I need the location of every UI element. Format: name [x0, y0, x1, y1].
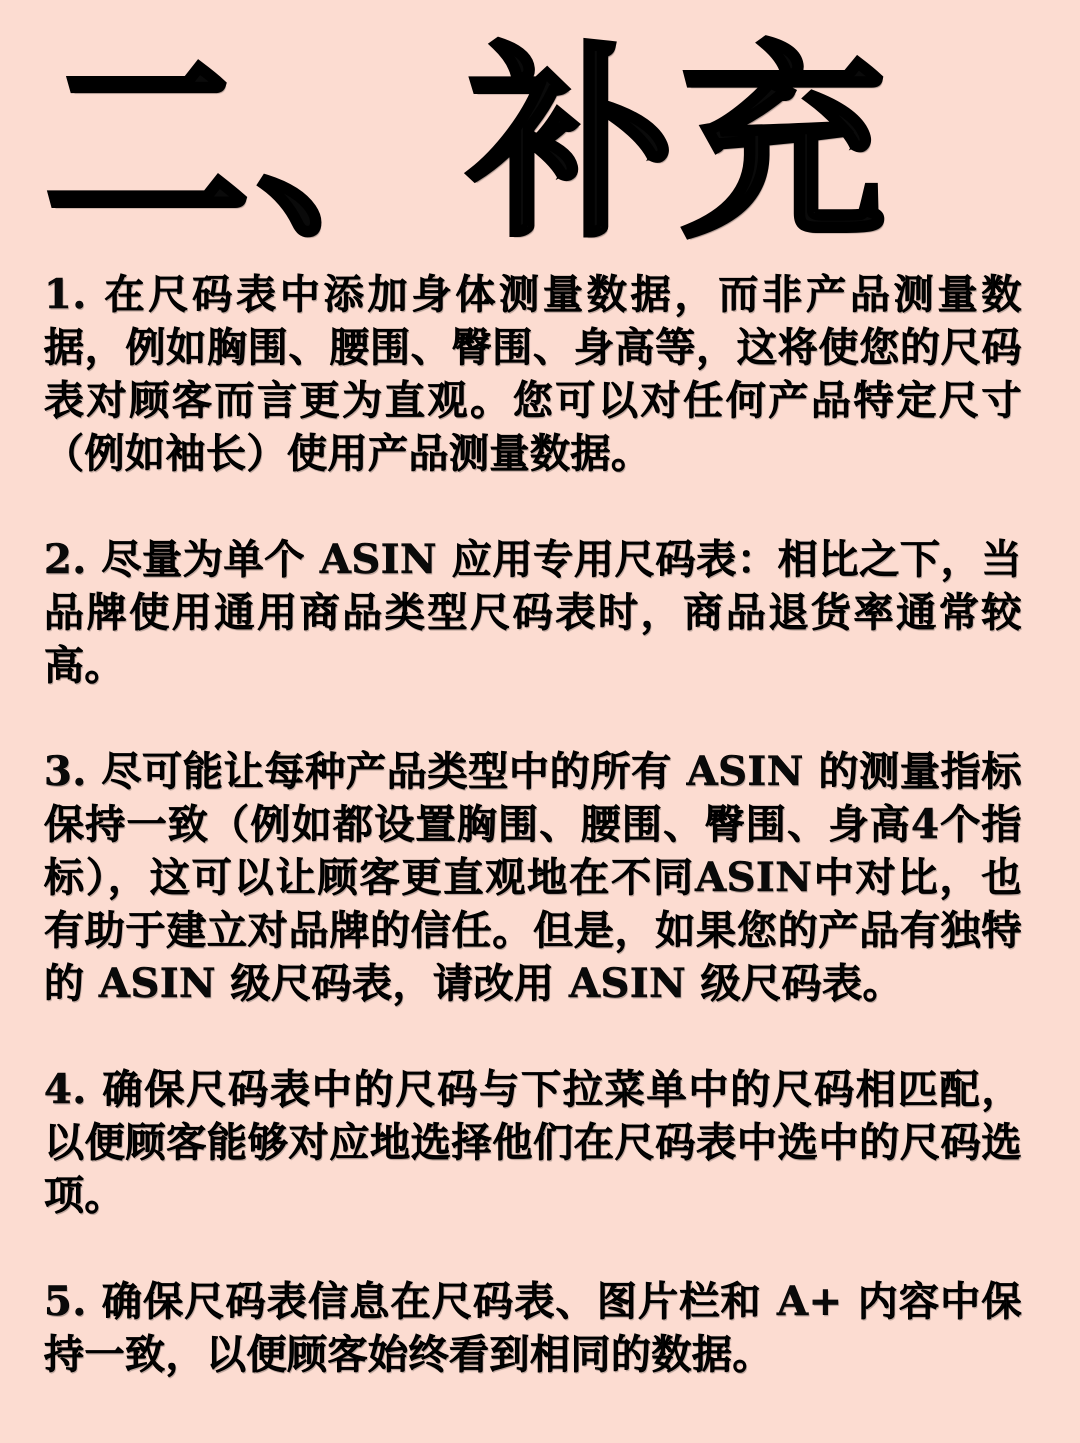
tip-item-3: 3. 尽可能让每种产品类型中的所有 ASIN 的测量指标保持一致（例如都设置胸围、腰围、臀围、身高4个指标），这可以让顾客更直观地在不同ASIN中对比，也有助于建立对品牌的信任。但是，如果您的产品有独特的 ASIN 级尺码表，请改用 ASIN 级尺码表。: [44, 748, 1022, 1007]
tips-list: [44, 268, 1022, 1381]
tip-item-4: 4. 确保尺码表中的尺码与下拉菜单中的尺码相匹配，以便顾客能够对应地选择他们在尺码表中选中的尺码选项。: [44, 1066, 1022, 1219]
page-title: 二、补充: [44, 23, 893, 265]
tip-item-5: 5. 确保尺码表信息在尺码表、图片栏和 A+ 内容中保持一致，以便顾客始终看到相同的数据。: [44, 1278, 1022, 1378]
tip-item-1: 1. 在尺码表中添加身体测量数据，而非产品测量数据，例如胸围、腰围、臀围、身高等，这将使您的尺码表对顾客而言更为直观。您可以对任何产品特定尺寸（例如袖长）使用产品测量数据。: [44, 271, 1022, 477]
tip-item-2: 2. 尽量为单个 ASIN 应用专用尺码表：相比之下，当品牌使用通用商品类型尺码表时，商品退货率通常较高。: [44, 536, 1022, 689]
